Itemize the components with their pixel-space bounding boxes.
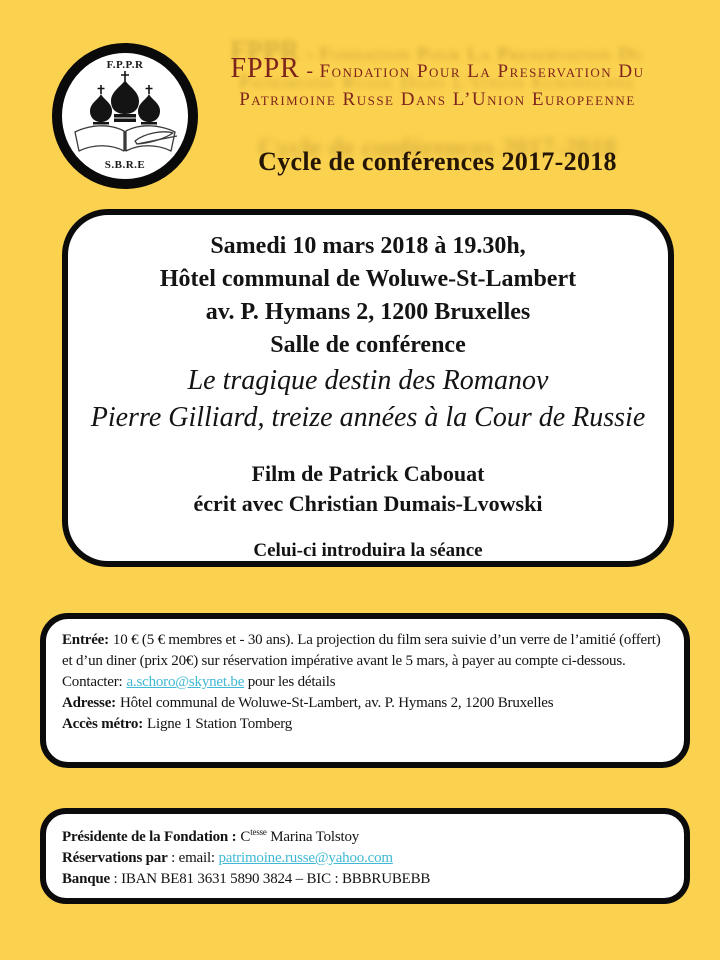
- film-title-line1: Le tragique destin des Romanov: [187, 365, 549, 396]
- reservations-mid: : email:: [167, 850, 219, 866]
- series-title: Cycle de conférences 2017-2018: [258, 147, 617, 176]
- president-title-base: C: [240, 829, 251, 845]
- event-note: Celui-ci introduira la séance: [253, 540, 483, 561]
- org-abbr: FPPR: [230, 53, 300, 84]
- entry-line: [62, 630, 668, 672]
- event-date: Samedi 10 mars 2018 à 19.30h,: [210, 233, 526, 259]
- entry-text: 10 € (5 € membres et - 30 ans). La projection du film sera suivie d’un verre de l’amitié (offert) et d’un diner (prix 20€) sur réservation impérative avant le 5 mars, à payer au compte ci-dessous.: [62, 632, 661, 669]
- contact-email-link[interactable]: a.schoro@skynet.be: [126, 674, 245, 690]
- film-credit-line2: écrit avec Christian Dumais-Lvowski: [193, 491, 543, 516]
- film-credits: [68, 459, 668, 519]
- film-title-line2: Pierre Gilliard, treize années à la Cour de Russie: [90, 402, 646, 433]
- president-name: Marina Tolstoy: [266, 829, 360, 845]
- film-credit-line1: Film de Patrick Cabouat: [251, 461, 485, 486]
- org-name-line1: [205, 54, 670, 87]
- header: [205, 54, 670, 177]
- org-separator: -: [306, 60, 314, 82]
- address-label: Adresse:: [62, 695, 116, 711]
- contact-line: [62, 672, 668, 693]
- president-label: Présidente de la Fondation :: [62, 829, 237, 845]
- fppr-logo: [51, 40, 199, 192]
- entry-label: Entrée:: [62, 632, 109, 648]
- reservations-email-link[interactable]: patrimoine.russe@yahoo.com: [218, 850, 393, 866]
- org-name-text: Fondation Pour La Preservation Du: [319, 61, 645, 82]
- bank-text: : IBAN BE81 3631 5890 3824 – BIC : BBBRUBEBB: [110, 871, 431, 887]
- logo-bottom-text: S.B.R.E: [104, 159, 146, 171]
- bank-label: Banque: [62, 871, 110, 887]
- metro-line: [62, 714, 668, 735]
- org-name-line2: Patrimoine Russe Dans L’Union Europeenne: [239, 89, 636, 110]
- president-line: [62, 827, 668, 848]
- logo-top-text: F.P.P.R: [106, 59, 144, 71]
- metro-text: Ligne 1 Station Tomberg: [147, 716, 293, 732]
- event-room: Salle de conférence: [270, 332, 466, 358]
- reservations-line: [62, 848, 668, 869]
- event-card: [62, 209, 674, 567]
- reservations-label: Réservations par: [62, 850, 168, 866]
- address-text: Hôtel communal de Woluwe-St-Lambert, av. P. Hymans 2, 1200 Bruxelles: [119, 695, 554, 711]
- footer-card: [40, 808, 690, 904]
- event-venue: Hôtel communal de Woluwe-St-Lambert: [159, 266, 577, 292]
- info-card: [40, 613, 690, 768]
- president-title-sup: tesse: [250, 827, 267, 837]
- contact-suffix: pour les détails: [244, 674, 336, 690]
- contact-label: Contacter:: [62, 674, 123, 690]
- bank-line: [62, 869, 668, 890]
- metro-label: Accès métro:: [62, 716, 144, 732]
- address-line: [62, 693, 668, 714]
- event-address: av. P. Hymans 2, 1200 Bruxelles: [205, 299, 531, 325]
